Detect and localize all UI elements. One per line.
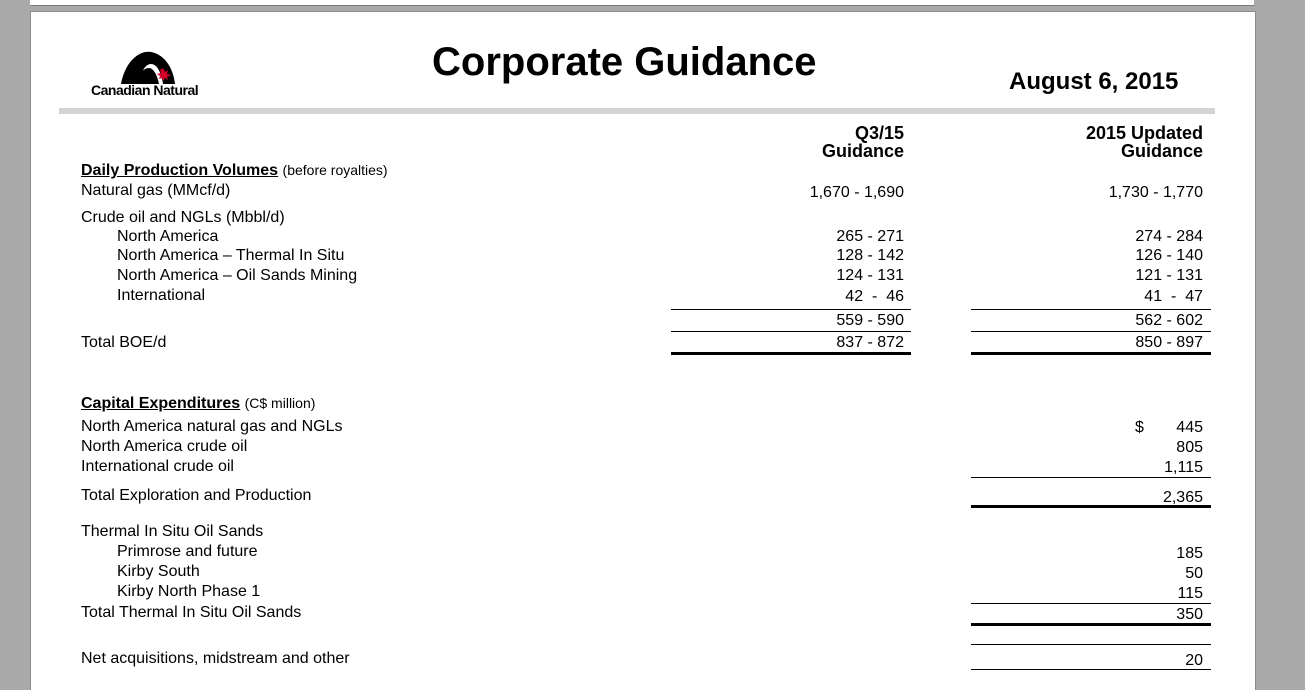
thermal-total-label: Total Thermal In Situ Oil Sands — [81, 604, 302, 621]
crude-row-annual: 274 - 284 — [1135, 228, 1203, 245]
thermal-row-annual: 115 — [1177, 585, 1203, 602]
net-acq-label: Net acquisitions, midstream and other — [81, 650, 350, 667]
net-acq-annual: 20 — [1185, 652, 1203, 669]
previous-page-edge — [30, 0, 1254, 6]
thermal-row-annual: 50 — [1185, 565, 1203, 582]
column-header-annual-line1: 2015 Updated — [1085, 123, 1203, 143]
total-ep-rule — [971, 505, 1211, 508]
natural-gas-annual: 1,730 - 1,770 — [1108, 184, 1203, 201]
crude-subtotal-rule-q3 — [671, 309, 911, 310]
crude-label: Crude oil and NGLs (Mbbl/d) — [81, 209, 285, 226]
crude-row-q3: 265 - 271 — [836, 228, 904, 245]
thermal-row-label: Primrose and future — [117, 543, 258, 560]
capex-row-label: International crude oil — [81, 458, 234, 475]
capex-row-annual: 1,115 — [1164, 459, 1203, 476]
crude-row-annual: 126 - 140 — [1135, 247, 1203, 264]
column-header-q3-line2: Guidance — [821, 141, 904, 161]
crude-row-label: North America — [117, 228, 219, 245]
document-page — [30, 11, 1256, 690]
crude-row-annual: 121 - 131 — [1135, 267, 1203, 284]
crude-total-annual: 562 - 602 — [1135, 312, 1203, 329]
crude-total-rule-q3 — [671, 331, 911, 332]
total-boe-rule-annual — [971, 352, 1211, 355]
column-header-annual-line2: Guidance — [1120, 141, 1203, 161]
thermal-subtotal-rule — [971, 603, 1211, 604]
capex-row-label: North America natural gas and NGLs — [81, 418, 343, 435]
capex-section-title: Capital Expenditures — [81, 395, 241, 412]
crude-total-q3: 559 - 590 — [836, 312, 904, 329]
production-section-heading — [81, 162, 388, 180]
thermal-total-rule — [971, 623, 1211, 626]
total-boe-annual: 850 - 897 — [1135, 334, 1203, 351]
crude-total-rule-annual — [971, 331, 1211, 332]
natural-gas-q3: 1,670 - 1,690 — [809, 184, 904, 201]
crude-row-q3: 128 - 142 — [836, 247, 904, 264]
capex-section-note: (C$ million) — [244, 395, 316, 411]
crude-row-label: North America – Thermal In Situ — [117, 247, 345, 264]
company-name: Canadian Natural — [91, 82, 199, 98]
document-date: August 6, 2015 — [1009, 68, 1179, 95]
total-ep-label: Total Exploration and Production — [81, 487, 312, 504]
net-acq-top-rule — [971, 644, 1211, 645]
company-logo-icon — [117, 48, 177, 86]
currency-symbol: $ — [1135, 419, 1144, 436]
header-divider — [59, 108, 1215, 114]
page-title: Corporate Guidance — [432, 40, 817, 84]
thermal-label: Thermal In Situ Oil Sands — [81, 523, 264, 540]
column-header-annual — [1086, 124, 1203, 160]
crude-row-label: North America – Oil Sands Mining — [117, 267, 358, 284]
crude-row-label: International — [117, 287, 206, 304]
crude-row-q3: 42 - 46 — [845, 288, 904, 305]
net-acq-rule — [971, 669, 1211, 670]
total-boe-label: Total BOE/d — [81, 334, 167, 351]
total-boe-rule-q3 — [671, 352, 911, 355]
crude-row-annual: 41 - 47 — [1144, 288, 1203, 305]
capex-row-annual: 445 — [1176, 419, 1203, 436]
thermal-total-annual: 350 — [1176, 606, 1203, 623]
capex-subtotal-rule — [971, 477, 1211, 478]
production-section-title: Daily Production Volumes — [81, 162, 279, 179]
thermal-row-annual: 185 — [1176, 545, 1203, 562]
total-ep-annual: 2,365 — [1162, 489, 1203, 506]
crude-subtotal-rule-annual — [971, 309, 1211, 310]
natural-gas-label: Natural gas (MMcf/d) — [81, 182, 231, 199]
thermal-row-label: Kirby North Phase 1 — [117, 583, 261, 600]
production-section-note: (before royalties) — [282, 162, 388, 178]
capex-row-label: North America crude oil — [81, 438, 248, 455]
crude-row-q3: 124 - 131 — [836, 267, 904, 284]
capex-section-heading — [81, 395, 315, 413]
capex-row-annual: 805 — [1176, 439, 1203, 456]
total-boe-q3: 837 - 872 — [836, 334, 904, 351]
thermal-row-label: Kirby South — [117, 563, 200, 580]
column-header-q3-line1: Q3/15 — [854, 123, 904, 143]
column-header-q3 — [822, 124, 904, 160]
